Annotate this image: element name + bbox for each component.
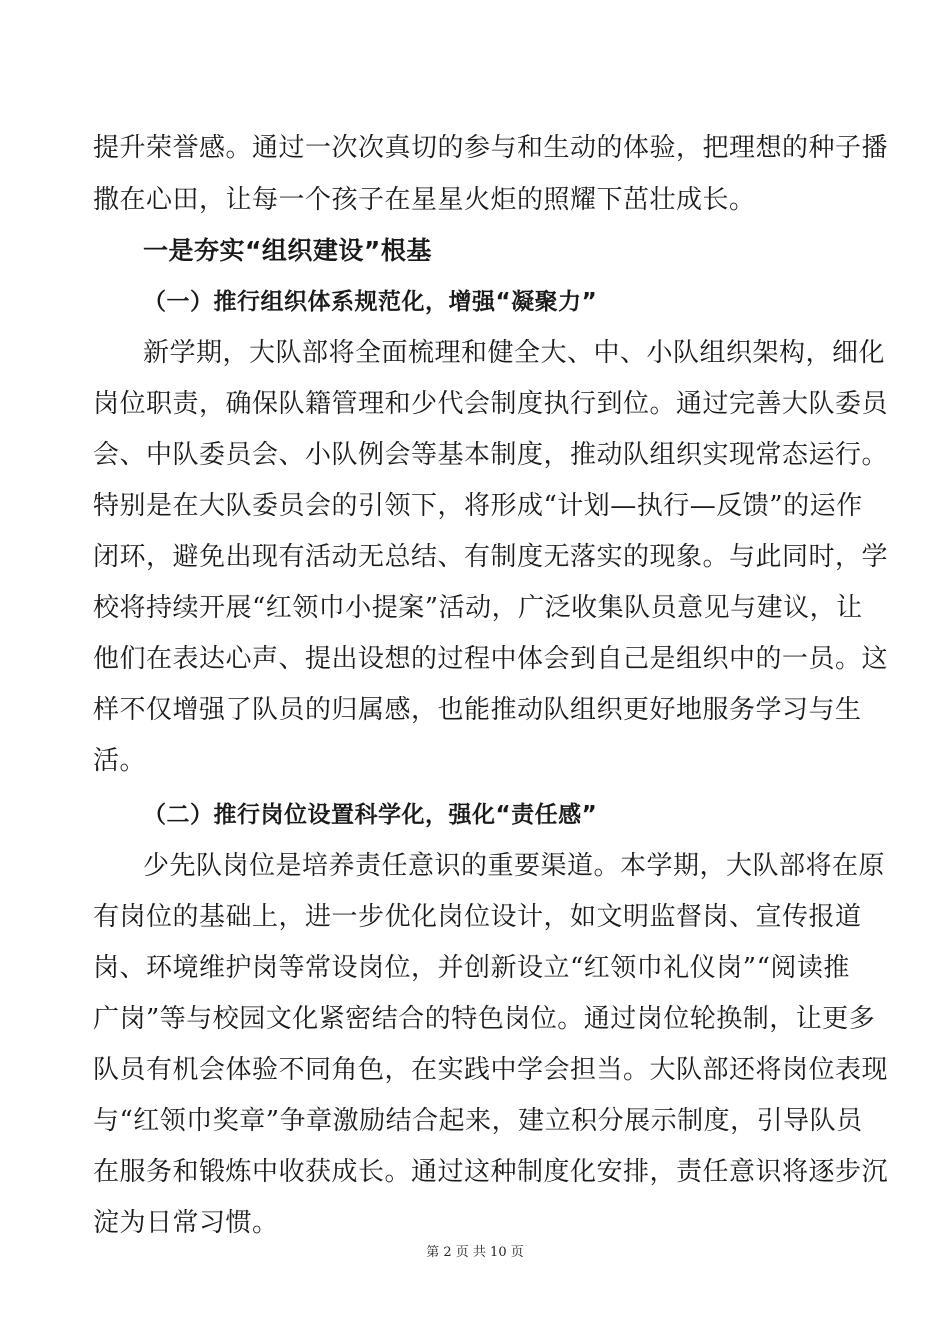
body-text-line: 校将持续开展“红领巾小提案”活动，广泛收集队员意见与建议，让: [93, 593, 863, 623]
body-text-line: 特别是在大队委员会的引领下，将形成“计划—执行—反馈”的运作: [93, 491, 863, 521]
body-text-line: 岗位职责，确保队籍管理和少代会制度执行到位。通过完善大队委员: [93, 389, 889, 419]
body-text-line: 与“红领巾奖章”争章激励结合起来，建立积分展示制度，引导队员: [93, 1106, 863, 1136]
body-text-line: 少先队岗位是培养责任意识的重要渠道。本学期，大队部将在原: [143, 851, 886, 881]
body-text-line: 闭环，避免出现有活动无总结、有制度无落实的现象。与此同时，学: [93, 542, 889, 572]
section-heading: 一是夯实“组织建设”根基: [143, 236, 432, 265]
body-text-line: 撒在心田，让每一个孩子在星星火炬的照耀下茁壮成长。: [93, 185, 756, 215]
body-text-line: 样不仅增强了队员的归属感，也能推动队组织更好地服务学习与生: [93, 695, 862, 725]
page-number: 第 2 页 共 10 页: [426, 1245, 524, 1260]
body-text-line: 会、中队委员会、小队例会等基本制度，推动队组织实现常态运行。: [93, 440, 889, 470]
body-text-line: 岗、环境维护岗等常设岗位，并创新设立“红领巾礼仪岗”“阅读推: [93, 953, 850, 983]
body-text-line: 队员有机会体验不同角色，在实践中学会担当。大队部还将岗位表现: [93, 1055, 889, 1085]
body-text-line: 提升荣誉感。通过一次次真切的参与和生动的体验，把理想的种子播: [93, 133, 889, 163]
body-text-line: 广岗”等与校园文化紧密结合的特色岗位。通过岗位轮换制，让更多: [93, 1004, 876, 1034]
body-text-line: 淀为日常习惯。: [93, 1208, 279, 1238]
body-text-line: 活。: [93, 746, 147, 776]
body-text-line: 有岗位的基础上，进一步优化岗位设计，如文明监督岗、宣传报道: [93, 902, 862, 932]
body-text-line: 在服务和锻炼中收获成长。通过这种制度化安排，责任意识将逐步沉: [93, 1157, 889, 1187]
body-text-line: 新学期，大队部将全面梳理和健全大、中、小队组织架构，细化: [143, 338, 886, 368]
subsection-heading: （二）推行岗位设置科学化，强化“责任感”: [143, 802, 598, 828]
body-text-line: 他们在表达心声、提出设想的过程中体会到自己是组织中的一员。这: [93, 644, 889, 674]
subsection-heading: （一）推行组织体系规范化，增强“凝聚力”: [143, 289, 598, 315]
